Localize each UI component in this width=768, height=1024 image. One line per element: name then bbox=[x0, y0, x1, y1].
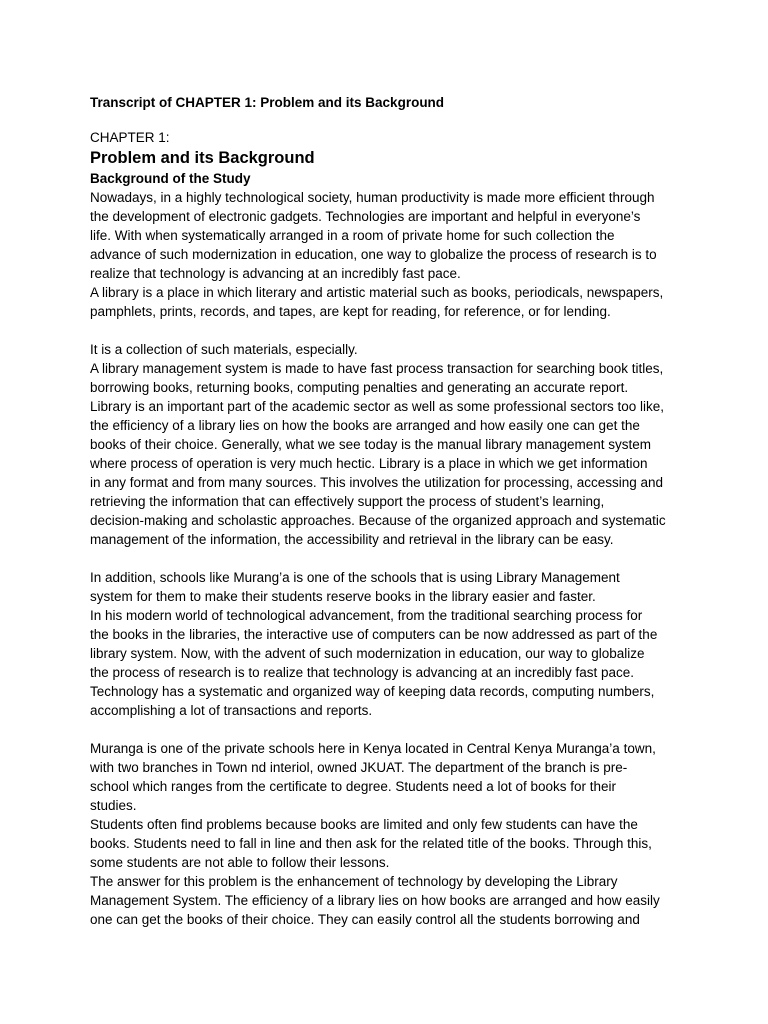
transcript-title: Transcript of CHAPTER 1: Problem and its Background bbox=[90, 95, 445, 110]
paragraph-line: where process of operation is very much hectic. Library is a place in which we get information bbox=[90, 456, 648, 471]
paragraph-line: borrowing books, returning books, computing penalties and generating an accurate report. bbox=[90, 380, 629, 395]
paragraph-line: Muranga is one of the private schools here in Kenya located in Central Kenya Muranga’a town, bbox=[90, 741, 656, 756]
paragraph-line: the process of research is to realize that technology is advancing at an incredibly fast pace. bbox=[90, 665, 635, 680]
paragraph-line: the development of electronic gadgets. Technologies are important and helpful in everyone’s bbox=[90, 209, 641, 224]
paragraph bbox=[90, 606, 690, 720]
paragraph-line: Technology has a systematic and organized way of keeping data records, computing numbers, bbox=[90, 684, 655, 699]
paragraph-line: Students often find problems because books are limited and only few students can have the bbox=[90, 817, 638, 832]
paragraph-line: advance of such modernization in education, one way to globalize the process of research is to bbox=[90, 247, 657, 262]
paragraph bbox=[90, 739, 690, 815]
paragraph-line: management of the information, the accessibility and retrieval in the library can be easy. bbox=[90, 532, 614, 547]
blank-line bbox=[90, 720, 690, 739]
paragraph bbox=[90, 815, 690, 872]
paragraph-line: books of their choice. Generally, what we see today is the manual library management system bbox=[90, 437, 652, 452]
paragraph bbox=[90, 359, 690, 549]
paragraph-line: some students are not able to follow their lessons. bbox=[90, 855, 390, 870]
chapter-title: Problem and its Background bbox=[90, 149, 315, 167]
paragraph bbox=[90, 188, 690, 283]
paragraph-line: Nowadays, in a highly technological society, human productivity is made more efficient through bbox=[90, 190, 655, 205]
paragraph-line: Management System. The efficiency of a library lies on how books are arranged and how easily bbox=[90, 893, 660, 908]
paragraph-line: Library is an important part of the academic sector as well as some professional sectors too like, bbox=[90, 399, 665, 414]
blank-line bbox=[90, 549, 690, 568]
paragraph-line: system for them to make their students reserve books in the library easier and faster. bbox=[90, 589, 596, 604]
document-body bbox=[90, 93, 690, 929]
chapter-label: CHAPTER 1: bbox=[90, 130, 170, 145]
paragraph-line: accomplishing a lot of transactions and reports. bbox=[90, 703, 373, 718]
paragraph bbox=[90, 283, 690, 321]
section-title: Background of the Study bbox=[90, 171, 251, 186]
paragraph-line: with two branches in Town nd interiol, owned JKUAT. The department of the branch is pre- bbox=[90, 760, 628, 775]
paragraph-line: retrieving the information that can effectively support the process of student’s learning, bbox=[90, 494, 605, 509]
paragraph bbox=[90, 340, 690, 359]
paragraph-line: in any format and from many sources. This involves the utilization for processing, accessing and bbox=[90, 475, 664, 490]
paragraph bbox=[90, 568, 690, 606]
paragraph-line: pamphlets, prints, records, and tapes, are kept for reading, for reference, or for lending. bbox=[90, 304, 611, 319]
paragraph-line: realize that technology is advancing at an incredibly fast pace. bbox=[90, 266, 461, 281]
paragraph-line: one can get the books of their choice. They can easily control all the students borrowing and bbox=[90, 912, 640, 927]
paragraph-line: It is a collection of such materials, especially. bbox=[90, 342, 358, 357]
paragraph-line: A library is a place in which literary and artistic material such as books, periodicals, newspapers, bbox=[90, 285, 664, 300]
paragraph-line: In addition, schools like Murang’a is one of the schools that is using Library Management bbox=[90, 570, 620, 585]
paragraph-line: library system. Now, with the advent of such modernization in education, our way to globalize bbox=[90, 646, 645, 661]
paragraph-line: A library management system is made to have fast process transaction for searching book titles, bbox=[90, 361, 664, 376]
paragraph-line: life. With when systematically arranged in a room of private home for such collection the bbox=[90, 228, 615, 243]
paragraph-line: the books in the libraries, the interactive use of computers can be now addressed as part of the bbox=[90, 627, 658, 642]
paragraph-line: The answer for this problem is the enhancement of technology by developing the Library bbox=[90, 874, 618, 889]
paragraph-line: books. Students need to fall in line and then ask for the related title of the books. Through this, bbox=[90, 836, 652, 851]
paragraph bbox=[90, 872, 690, 929]
paragraph-line: decision-making and scholastic approaches. Because of the organized approach and systematic bbox=[90, 513, 666, 528]
paragraph-line: the efficiency of a library lies on how the books are arranged and how easily one can get the bbox=[90, 418, 640, 433]
paragraph-line: In his modern world of technological advancement, from the traditional searching process for bbox=[90, 608, 643, 623]
paragraph-line: school which ranges from the certificate to degree. Students need a lot of books for their bbox=[90, 779, 617, 794]
paragraph-line: studies. bbox=[90, 798, 137, 813]
blank-line bbox=[90, 321, 690, 340]
